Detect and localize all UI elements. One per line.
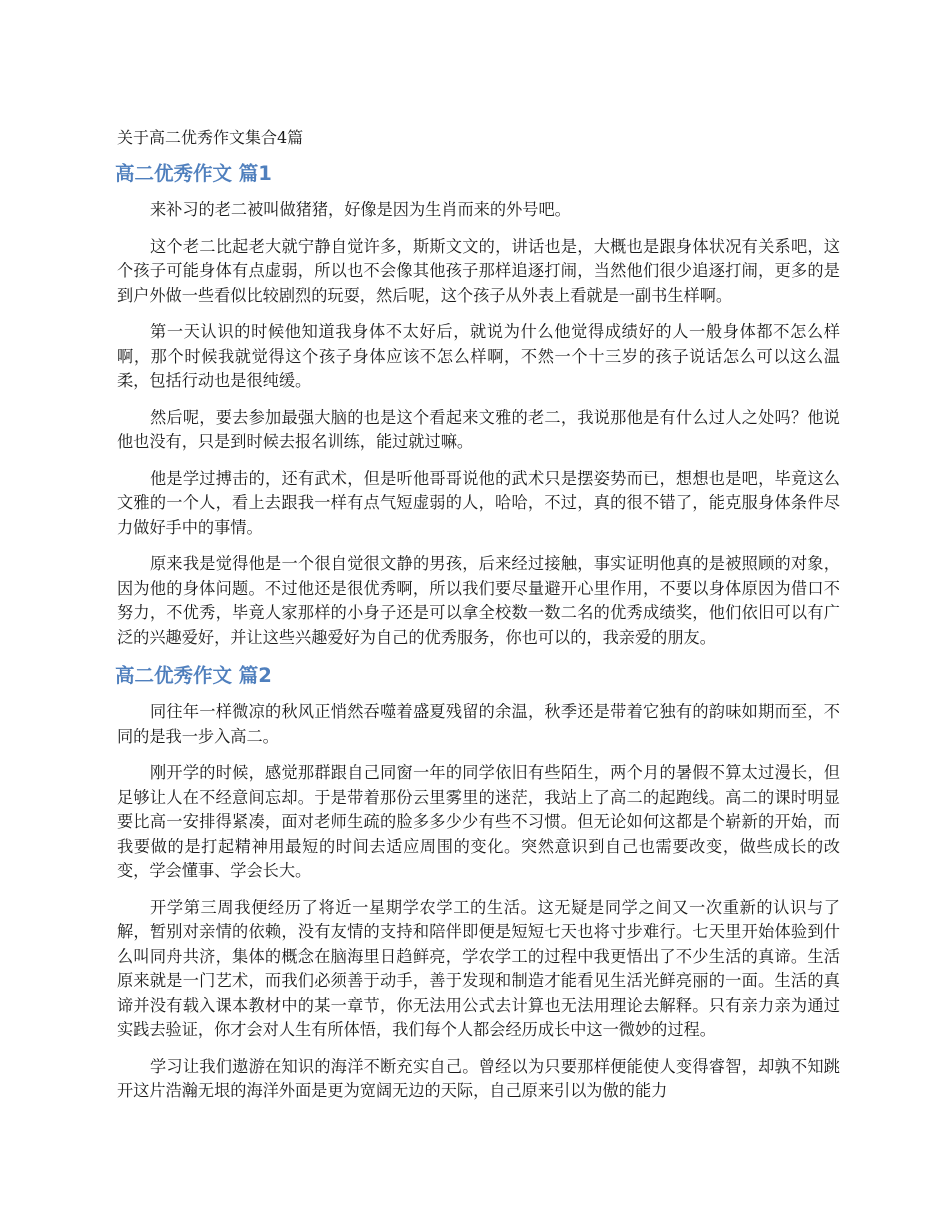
paragraph: 这个老二比起老大就宁静自觉许多，斯斯文文的，讲话也是，大概也是跟身体状况有关系吧，这个孩子可能身体有点虚弱，所以也不会像其他孩子那样追逐打闹，当然他们很少追逐打闹，更多的是到户外做一些看似比较剧烈的玩耍，然后呢，这个孩子从外表上看就是一副书生样啊。 xyxy=(117,236,840,305)
section-heading-1: 高二优秀作文 篇1 xyxy=(115,162,272,185)
paragraph: 第一天认识的时候他知道我身体不太好后，就说为什么他觉得成绩好的人一般身体都不怎么样啊，那个时候我就觉得这个孩子身体应该不怎么样啊，不然一个十三岁的孩子说话怎么可以这么温柔，包括行动也是很纯缓。 xyxy=(117,322,840,390)
paragraph: 同往年一样微凉的秋风正悄然吞噬着盛夏残留的余温，秋季还是带着它独有的韵味如期而至，不同的是我一步入高二。 xyxy=(117,702,840,746)
paragraph: 他是学过搏击的，还有武术，但是听他哥哥说他的武术只是摆姿势而已，想想也是吧，毕竟这么文雅的一个人，看上去跟我一样有点气短虚弱的人，哈哈，不过，真的很不错了，能克服身体条件尽力做好手中的事情。 xyxy=(117,468,840,537)
section-heading-2: 高二优秀作文 篇2 xyxy=(115,664,272,687)
paragraph: 开学第三周我便经历了将近一星期学农学工的生活。这无疑是同学之间又一次重新的认识与了解，暂别对亲情的依赖，没有友情的支持和陪伴即便是短短七天也将寸步难行。七天里开始体验到什么叫同舟共济，集体的概念在脑海里日趋鲜亮，学农学工的过程中我更悟出了不少生活的真谛。生活原来就是一门艺术，而我们必须善于动手，善于发现和制造才能看见生活光鲜亮丽的一面。生活的真谛并没有载入课本教材中的某一章节，你无法用公式去计算也无法用理论去解释。只有亲力亲为通过实践去验证，你才会对人生有所体悟，我们每个人都会经历成长中这一微妙的过程。 xyxy=(117,897,840,1039)
paragraph: 学习让我们遨游在知识的海洋不断充实自己。曾经以为只要那样便能使人变得睿智，却孰不知跳开这片浩瀚无垠的海洋外面是更为宽阔无边的天际，自己原来引以为傲的能力 xyxy=(117,1056,840,1100)
paragraph: 来补习的老二被叫做猪猪，好像是因为生肖而来的外号吧。 xyxy=(150,200,571,219)
document-title: 关于高二优秀作文集合4篇 xyxy=(117,128,304,147)
paragraph: 然后呢，要去参加最强大脑的也是这个看起来文雅的老二，我说那他是有什么过人之处吗？他说他也没有，只是到时候去报名训练，能过就过嘛。 xyxy=(117,407,840,451)
paragraph: 刚开学的时候，感觉那群跟自己同窗一年的同学依旧有些陌生，两个月的暑假不算太过漫长，但足够让人在不经意间忘却。于是带着那份云里雾里的迷茫，我站上了高二的起跑线。高二的课时明显要比高一安排得紧凑，面对老师生疏的脸多多少少有些不习惯。但无论如何这都是个崭新的开始，而我要做的是打起精神用最短的时间去适应周围的变化。突然意识到自己也需要改变，做些成长的改变，学会懂事、学会长大。 xyxy=(117,763,840,880)
paragraph: 原来我是觉得他是一个很自觉很文静的男孩，后来经过接触，事实证明他真的是被照顾的对象，因为他的身体问题。不过他还是很优秀啊，所以我们要尽量避开心里作用，不要以身体原因为借口不努力，不优秀，毕竟人家那样的小身子还是可以拿全校数一数二名的优秀成绩奖，他们依旧可以有广泛的兴趣爱好，并让这些兴趣爱好为自己的优秀服务，你也可以的，我亲爱的朋友。 xyxy=(117,554,840,647)
